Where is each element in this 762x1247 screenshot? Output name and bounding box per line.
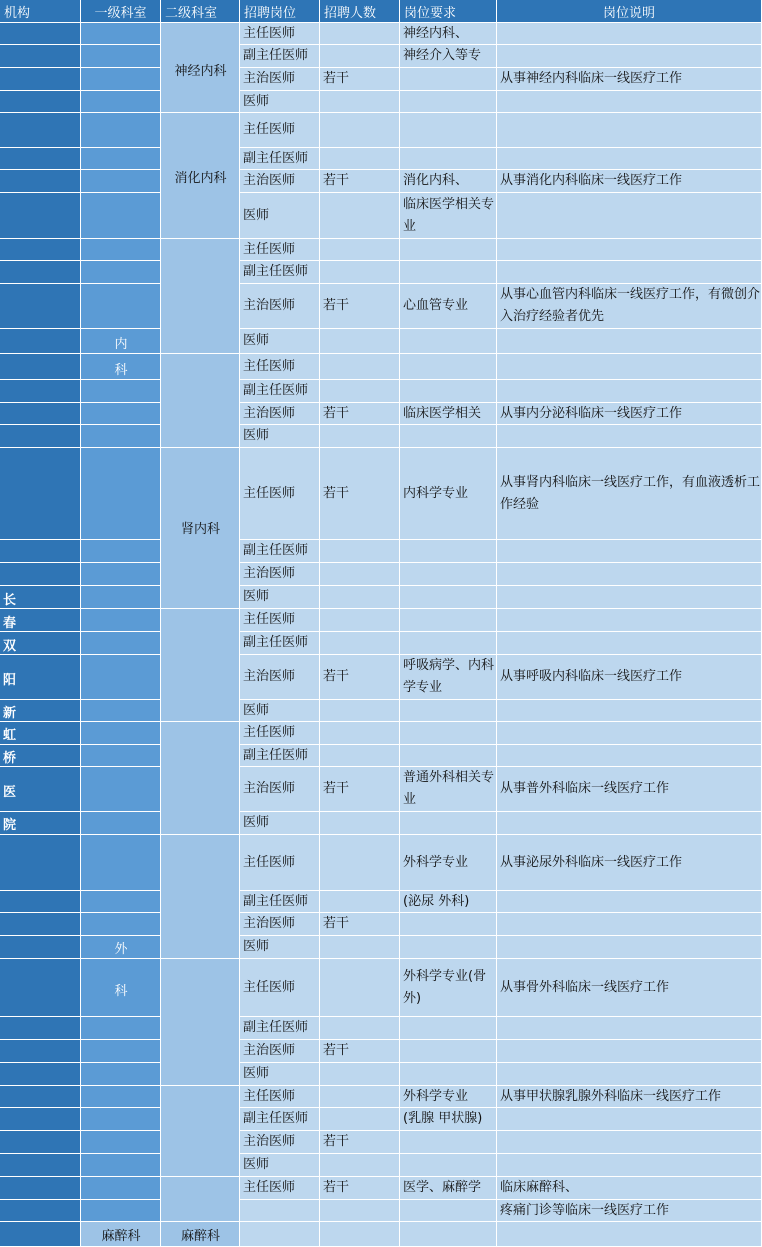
org-cell <box>0 380 81 403</box>
headcount-cell <box>320 700 400 722</box>
org-cell <box>0 913 81 936</box>
requirement-cell <box>400 700 497 722</box>
org-cell <box>0 1131 81 1154</box>
org-cell <box>0 1154 81 1177</box>
requirement-cell <box>400 1131 497 1154</box>
dept2-nephro-label: 肾内科 <box>180 521 220 537</box>
requirement-cell <box>400 425 497 448</box>
requirement-cell: 外科学专业 <box>400 835 497 891</box>
org-cell <box>0 1108 81 1131</box>
dept1-cell <box>81 745 161 767</box>
headcount-cell <box>320 632 400 655</box>
org-cell <box>0 45 81 68</box>
requirement-cell: 普通外科相关专业 <box>400 767 497 812</box>
dept1-cell <box>81 586 161 609</box>
headcount-cell <box>320 959 400 1017</box>
dept2-cell <box>161 722 240 835</box>
dept1-cell <box>81 1108 161 1131</box>
org-cell <box>0 1040 81 1063</box>
org-cell <box>0 113 81 148</box>
dept1-cell <box>81 45 161 68</box>
headcount-cell <box>320 745 400 767</box>
headcount-cell: 若干 <box>320 284 400 329</box>
description-cell <box>497 913 762 936</box>
requirement-cell <box>400 609 497 632</box>
position-cell: 副主任医师 <box>240 380 320 403</box>
dept2-cell <box>161 354 240 448</box>
dept1-cell <box>81 380 161 403</box>
requirement-cell: (乳腺 甲状腺) <box>400 1108 497 1131</box>
org-cell <box>0 68 81 91</box>
headcount-cell <box>320 1086 400 1108</box>
description-cell: 从事骨外科临床一线医疗工作 <box>497 959 762 1017</box>
org-cell <box>0 1177 81 1200</box>
headcount-cell: 若干 <box>320 767 400 812</box>
requirement-cell: 消化内科、 <box>400 170 497 193</box>
position-cell: 副主任医师 <box>240 891 320 913</box>
dept2-neuro-label: 神经内科 <box>174 63 227 79</box>
dept1-internal-label: 内 <box>114 336 128 352</box>
headcount-cell <box>320 354 400 380</box>
dept1-cell <box>81 812 161 835</box>
dept2-cell <box>161 1086 240 1177</box>
dept1-cell <box>81 722 161 745</box>
dept2-anesthesia-label: 麻醉科 <box>180 1228 220 1244</box>
headcount-cell <box>320 586 400 609</box>
description-cell <box>497 91 762 113</box>
position-cell: 主任医师 <box>240 722 320 745</box>
empty-cell <box>400 1222 497 1247</box>
org-name-char: 虹 <box>3 728 17 743</box>
position-cell: 主任医师 <box>240 23 320 45</box>
dept1-cell <box>81 1040 161 1063</box>
org-cell <box>0 425 81 448</box>
dept1-cell <box>81 148 161 170</box>
position-cell: 医师 <box>240 91 320 113</box>
position-cell: 医师 <box>240 700 320 722</box>
description-cell <box>497 261 762 284</box>
header-cell: 招聘岗位 <box>240 0 320 23</box>
description-cell <box>497 329 762 354</box>
empty-cell <box>240 1222 320 1247</box>
requirement-cell <box>400 148 497 170</box>
position-cell: 主治医师 <box>240 284 320 329</box>
dept1-cell <box>81 23 161 45</box>
description-cell <box>497 380 762 403</box>
requirement-cell <box>400 722 497 745</box>
headcount-cell <box>320 1017 400 1040</box>
position-cell: 主任医师 <box>240 609 320 632</box>
description-cell <box>497 586 762 609</box>
dept1-cell <box>81 700 161 722</box>
description-cell <box>497 1040 762 1063</box>
description-cell <box>497 23 762 45</box>
dept1-cell <box>81 540 161 563</box>
description-cell: 从事甲状腺乳腺外科临床一线医疗工作 <box>497 1086 762 1108</box>
dept1-cell <box>81 767 161 812</box>
position-cell: 主任医师 <box>240 448 320 540</box>
headcount-cell: 若干 <box>320 403 400 425</box>
dept1-cell <box>81 655 161 700</box>
requirement-cell: (泌尿 外科) <box>400 891 497 913</box>
headcount-cell <box>320 261 400 284</box>
requirement-cell <box>400 261 497 284</box>
position-cell: 主治医师 <box>240 1040 320 1063</box>
headcount-cell <box>320 425 400 448</box>
dept1-cell <box>81 1017 161 1040</box>
description-cell <box>497 425 762 448</box>
description-cell <box>497 1063 762 1086</box>
position-cell: 副主任医师 <box>240 745 320 767</box>
org-cell <box>0 284 81 329</box>
dept1-cell <box>81 425 161 448</box>
position-cell: 主治医师 <box>240 68 320 91</box>
description-cell <box>497 632 762 655</box>
headcount-cell <box>320 891 400 913</box>
description-cell <box>497 1108 762 1131</box>
headcount-cell: 若干 <box>320 655 400 700</box>
dept1-cell <box>81 835 161 891</box>
requirement-cell <box>400 563 497 586</box>
requirement-cell <box>400 1017 497 1040</box>
requirement-cell <box>400 586 497 609</box>
dept1-cell <box>81 1131 161 1154</box>
org-name-char: 长 <box>3 593 17 608</box>
dept1-cell <box>81 91 161 113</box>
org-cell <box>0 148 81 170</box>
position-cell: 副主任医师 <box>240 148 320 170</box>
requirement-cell: 临床医学相关 <box>400 403 497 425</box>
position-cell: 主治医师 <box>240 563 320 586</box>
description-cell: 从事泌尿外科临床一线医疗工作 <box>497 835 762 891</box>
org-cell <box>0 1200 81 1222</box>
requirement-cell <box>400 745 497 767</box>
header-cell: 二级科室 <box>161 0 240 23</box>
requirement-cell <box>400 812 497 835</box>
dept1-cell <box>81 113 161 148</box>
requirement-cell <box>400 354 497 380</box>
position-cell: 医师 <box>240 586 320 609</box>
dept1-cell <box>81 632 161 655</box>
description-cell <box>497 700 762 722</box>
description-cell <box>497 1017 762 1040</box>
headcount-cell <box>320 563 400 586</box>
description-cell: 从事心血管内科临床一线医疗工作，有微创介入治疗经验者优先 <box>497 284 762 329</box>
org-cell <box>0 403 81 425</box>
description-cell: 临床麻醉科、 <box>497 1177 762 1200</box>
description-cell <box>497 354 762 380</box>
dept1-internal-label: 科 <box>114 362 128 378</box>
dept2-cell <box>161 1177 240 1222</box>
dept1-cell <box>81 68 161 91</box>
headcount-cell: 若干 <box>320 1131 400 1154</box>
dept1-cell <box>81 1177 161 1200</box>
header-cell: 岗位要求 <box>400 0 497 23</box>
dept2-cell <box>161 239 240 354</box>
org-name-char: 双 <box>3 639 17 654</box>
dept2-gastro-label: 消化内科 <box>174 170 227 186</box>
dept1-cell <box>81 913 161 936</box>
position-cell: 副主任医师 <box>240 45 320 68</box>
description-cell: 从事呼吸内科临床一线医疗工作 <box>497 655 762 700</box>
org-cell <box>0 835 81 891</box>
description-cell <box>497 1131 762 1154</box>
description-cell <box>497 193 762 239</box>
dept1-cell <box>81 261 161 284</box>
headcount-cell <box>320 329 400 354</box>
description-cell <box>497 113 762 148</box>
dept1-cell <box>81 448 161 540</box>
org-cell <box>0 936 81 959</box>
org-cell <box>0 891 81 913</box>
headcount-cell <box>320 1200 400 1222</box>
position-cell: 主任医师 <box>240 239 320 261</box>
headcount-cell <box>320 609 400 632</box>
header-cell: 一级科室 <box>81 0 161 23</box>
position-cell: 主治医师 <box>240 403 320 425</box>
dept1-anesthesia-label: 麻醉科 <box>101 1228 141 1244</box>
org-cell <box>0 448 81 540</box>
headcount-cell <box>320 936 400 959</box>
position-cell: 主治医师 <box>240 1131 320 1154</box>
requirement-cell <box>400 329 497 354</box>
requirement-cell: 心血管专业 <box>400 284 497 329</box>
org-cell <box>0 1017 81 1040</box>
dept1-cell <box>81 403 161 425</box>
requirement-cell: 医学、麻醉学 <box>400 1177 497 1200</box>
headcount-cell: 若干 <box>320 170 400 193</box>
position-cell: 主治医师 <box>240 655 320 700</box>
empty-cell <box>497 1222 762 1247</box>
org-cell <box>0 261 81 284</box>
position-cell: 主治医师 <box>240 170 320 193</box>
description-cell: 从事普外科临床一线医疗工作 <box>497 767 762 812</box>
dept1-cell <box>81 170 161 193</box>
requirement-cell <box>400 540 497 563</box>
headcount-cell <box>320 23 400 45</box>
headcount-cell <box>320 540 400 563</box>
position-cell: 医师 <box>240 193 320 239</box>
headcount-cell <box>320 45 400 68</box>
dept1-cell <box>81 891 161 913</box>
requirement-cell: 内科学专业 <box>400 448 497 540</box>
org-cell <box>0 329 81 354</box>
description-cell <box>497 609 762 632</box>
position-cell: 主任医师 <box>240 959 320 1017</box>
org-cell <box>0 170 81 193</box>
requirement-cell: 神经介入等专 <box>400 45 497 68</box>
requirement-cell <box>400 1154 497 1177</box>
description-cell: 从事肾内科临床一线医疗工作，有血液透析工作经验 <box>497 448 762 540</box>
position-cell <box>240 1200 320 1222</box>
org-name-char: 医 <box>3 785 17 800</box>
position-cell: 副主任医师 <box>240 261 320 284</box>
description-cell <box>497 745 762 767</box>
dept2-cell <box>161 609 240 722</box>
description-cell: 疼痛门诊等临床一线医疗工作 <box>497 1200 762 1222</box>
headcount-cell <box>320 812 400 835</box>
description-cell <box>497 812 762 835</box>
position-cell: 医师 <box>240 812 320 835</box>
dept1-surgery-label: 科 <box>114 983 128 999</box>
position-cell: 医师 <box>240 1154 320 1177</box>
position-cell: 主任医师 <box>240 354 320 380</box>
description-cell <box>497 936 762 959</box>
org-cell <box>0 239 81 261</box>
dept1-cell <box>81 284 161 329</box>
description-cell: 从事内分泌科临床一线医疗工作 <box>497 403 762 425</box>
requirement-cell <box>400 913 497 936</box>
description-cell <box>497 148 762 170</box>
org-cell <box>0 1086 81 1108</box>
requirement-cell: 外科学专业 <box>400 1086 497 1108</box>
position-cell: 主治医师 <box>240 913 320 936</box>
header-cell: 招聘人数 <box>320 0 400 23</box>
org-cell <box>0 23 81 45</box>
headcount-cell: 若干 <box>320 1177 400 1200</box>
headcount-cell <box>320 239 400 261</box>
position-cell: 副主任医师 <box>240 540 320 563</box>
description-cell <box>497 540 762 563</box>
description-cell <box>497 239 762 261</box>
org-cell <box>0 354 81 380</box>
org-name-char: 院 <box>3 818 17 833</box>
dept1-cell <box>81 239 161 261</box>
headcount-cell <box>320 148 400 170</box>
description-cell <box>497 563 762 586</box>
header-cell: 机构 <box>0 0 81 23</box>
dept2-cell <box>161 835 240 959</box>
requirement-cell <box>400 632 497 655</box>
empty-cell <box>320 1222 400 1247</box>
requirement-cell: 神经内科、 <box>400 23 497 45</box>
headcount-cell <box>320 1063 400 1086</box>
headcount-cell: 若干 <box>320 68 400 91</box>
org-name-char: 阳 <box>3 673 17 688</box>
org-name-char: 新 <box>3 706 17 721</box>
headcount-cell <box>320 380 400 403</box>
org-name-char: 桥 <box>3 751 17 766</box>
dept2-cell <box>161 959 240 1086</box>
dept1-cell <box>81 1086 161 1108</box>
dept1-surgery-label: 外 <box>114 941 128 957</box>
headcount-cell <box>320 113 400 148</box>
description-cell: 从事消化内科临床一线医疗工作 <box>497 170 762 193</box>
org-cell <box>0 193 81 239</box>
position-cell: 医师 <box>240 425 320 448</box>
dept1-cell <box>81 1063 161 1086</box>
position-cell: 医师 <box>240 1063 320 1086</box>
description-cell <box>497 1154 762 1177</box>
org-cell <box>0 1222 81 1247</box>
requirement-cell <box>400 1200 497 1222</box>
requirement-cell <box>400 113 497 148</box>
headcount-cell <box>320 835 400 891</box>
position-cell: 主任医师 <box>240 113 320 148</box>
requirement-cell <box>400 1040 497 1063</box>
position-cell: 主治医师 <box>240 767 320 812</box>
requirement-cell: 呼吸病学、内科学专业 <box>400 655 497 700</box>
org-cell <box>0 1063 81 1086</box>
position-cell: 副主任医师 <box>240 1017 320 1040</box>
description-cell: 从事神经内科临床一线医疗工作 <box>497 68 762 91</box>
org-cell <box>0 91 81 113</box>
position-cell: 医师 <box>240 936 320 959</box>
org-cell <box>0 540 81 563</box>
requirement-cell <box>400 380 497 403</box>
description-cell <box>497 45 762 68</box>
requirement-cell: 临床医学相关专业 <box>400 193 497 239</box>
headcount-cell: 若干 <box>320 448 400 540</box>
position-cell: 主任医师 <box>240 1086 320 1108</box>
requirement-cell <box>400 91 497 113</box>
dept1-cell <box>81 563 161 586</box>
position-cell: 主任医师 <box>240 835 320 891</box>
headcount-cell <box>320 1154 400 1177</box>
headcount-cell <box>320 722 400 745</box>
dept1-cell <box>81 1154 161 1177</box>
headcount-cell <box>320 193 400 239</box>
position-cell: 副主任医师 <box>240 632 320 655</box>
requirement-cell <box>400 1063 497 1086</box>
position-cell: 主任医师 <box>240 1177 320 1200</box>
org-cell <box>0 959 81 1017</box>
headcount-cell <box>320 91 400 113</box>
org-name-char: 春 <box>3 616 17 631</box>
position-cell: 医师 <box>240 329 320 354</box>
requirement-cell <box>400 936 497 959</box>
description-cell <box>497 722 762 745</box>
requirement-cell: 外科学专业(骨外) <box>400 959 497 1017</box>
requirement-cell <box>400 239 497 261</box>
headcount-cell: 若干 <box>320 913 400 936</box>
dept1-cell <box>81 609 161 632</box>
header-cell: 岗位说明 <box>497 0 762 23</box>
dept1-cell <box>81 1200 161 1222</box>
dept1-cell <box>81 193 161 239</box>
position-cell: 副主任医师 <box>240 1108 320 1131</box>
headcount-cell: 若干 <box>320 1040 400 1063</box>
description-cell <box>497 891 762 913</box>
requirement-cell <box>400 68 497 91</box>
headcount-cell <box>320 1108 400 1131</box>
org-cell <box>0 563 81 586</box>
